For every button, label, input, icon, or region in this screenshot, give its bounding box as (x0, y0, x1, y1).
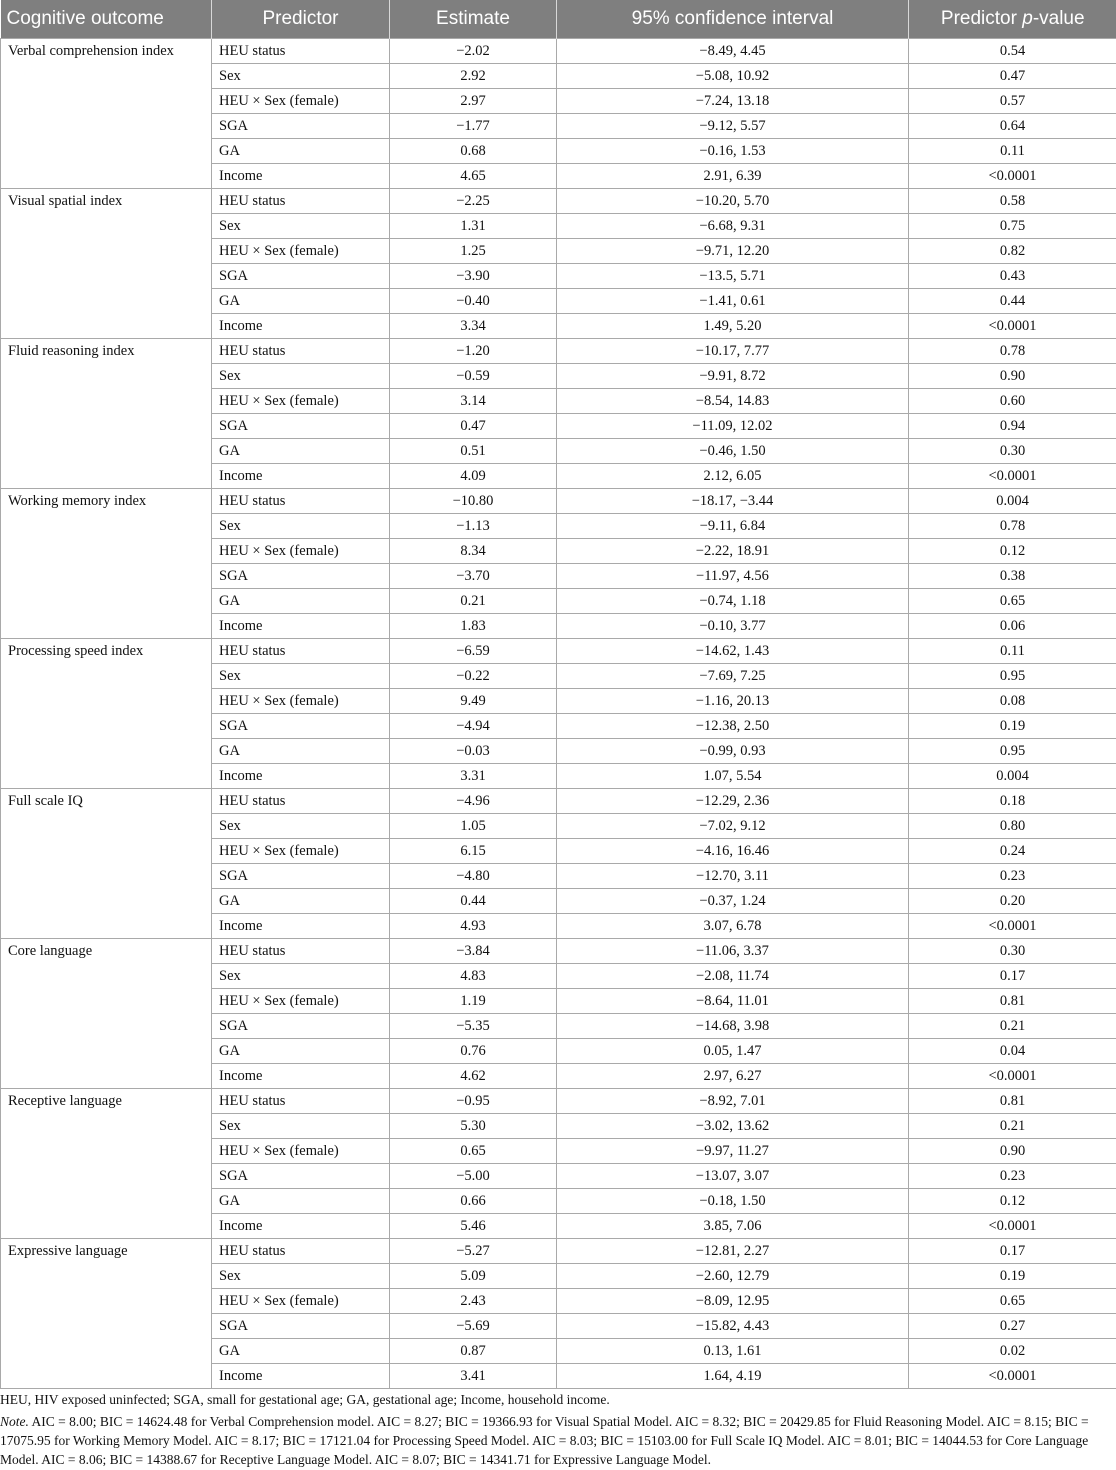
estimate-cell: −1.20 (390, 339, 557, 364)
cognitive-outcome-cell: Receptive language (1, 1089, 212, 1239)
confidence-interval-cell: −9.91, 8.72 (557, 364, 909, 389)
predictor-cell: SGA (212, 414, 390, 439)
estimate-cell: 0.21 (390, 589, 557, 614)
note-text: AIC = 8.00; BIC = 14624.48 for Verbal Comprehension model. AIC = 8.27; BIC = 19366.93 for Visual Spatial Model. AIC = 8.32; BIC = 20429.85 for Fluid Reasoning Model. AIC = 8.15; BIC = 17075.95 for Working Memory Model. AIC = 8.17; BIC = 17121.04 for Processing Speed Model. AIC = 8.03; BIC = 15103.00 for Full Scale IQ Model. AIC = 8.01; BIC = 14044.53 for Core Language Model. AIC = 8.06; BIC = 14388.67 for Receptive Language Model. AIC = 8.07; BIC = 14341.71 for Expressive Language Model. (0, 1414, 1089, 1467)
confidence-interval-cell: −13.5, 5.71 (557, 264, 909, 289)
table-row (1, 339, 1116, 364)
estimate-cell: −10.80 (390, 489, 557, 514)
p-value-cell: 0.78 (909, 514, 1116, 539)
confidence-interval-cell: −9.71, 12.20 (557, 239, 909, 264)
table-row (1, 939, 1116, 964)
p-value-cell: 0.80 (909, 814, 1116, 839)
estimate-cell: 0.47 (390, 414, 557, 439)
confidence-interval-cell: 0.13, 1.61 (557, 1339, 909, 1364)
confidence-interval-cell: −8.64, 11.01 (557, 989, 909, 1014)
p-value-cell: <0.0001 (909, 914, 1116, 939)
p-value-cell: 0.90 (909, 1139, 1116, 1164)
p-value-cell: 0.95 (909, 664, 1116, 689)
predictor-cell: Income (212, 314, 390, 339)
confidence-interval-cell: −9.97, 11.27 (557, 1139, 909, 1164)
estimate-cell: −1.77 (390, 114, 557, 139)
estimate-cell: 5.09 (390, 1264, 557, 1289)
estimate-cell: −6.59 (390, 639, 557, 664)
p-value-cell: 0.19 (909, 714, 1116, 739)
p-value-cell: 0.90 (909, 364, 1116, 389)
confidence-interval-cell: 3.07, 6.78 (557, 914, 909, 939)
p-value-cell: 0.43 (909, 264, 1116, 289)
estimate-cell: 1.83 (390, 614, 557, 639)
cognitive-outcome-cell: Working memory index (1, 489, 212, 639)
p-value-cell: 0.12 (909, 1189, 1116, 1214)
estimate-cell: 9.49 (390, 689, 557, 714)
estimate-cell: 5.30 (390, 1114, 557, 1139)
p-value-cell: 0.78 (909, 339, 1116, 364)
confidence-interval-cell: −14.62, 1.43 (557, 639, 909, 664)
confidence-interval-cell: −1.41, 0.61 (557, 289, 909, 314)
confidence-interval-cell: 1.07, 5.54 (557, 764, 909, 789)
estimate-cell: −4.94 (390, 714, 557, 739)
confidence-interval-cell: −9.12, 5.57 (557, 114, 909, 139)
confidence-interval-cell: −8.09, 12.95 (557, 1289, 909, 1314)
confidence-interval-cell: −11.97, 4.56 (557, 564, 909, 589)
p-value-cell: <0.0001 (909, 164, 1116, 189)
confidence-interval-cell: −2.22, 18.91 (557, 539, 909, 564)
estimate-cell: 4.93 (390, 914, 557, 939)
confidence-interval-cell: −6.68, 9.31 (557, 214, 909, 239)
estimate-cell: −0.03 (390, 739, 557, 764)
estimate-cell: 4.62 (390, 1064, 557, 1089)
predictor-cell: HEU × Sex (female) (212, 989, 390, 1014)
predictor-cell: Income (212, 614, 390, 639)
estimate-cell: 4.09 (390, 464, 557, 489)
estimate-cell: 6.15 (390, 839, 557, 864)
cognitive-outcome-cell: Full scale IQ (1, 789, 212, 939)
abbreviations-note: HEU, HIV exposed uninfected; SGA, small for gestational age; GA, gestational age; Income, household income. (0, 1392, 610, 1407)
header-p-italic: p (1022, 8, 1033, 29)
estimate-cell: −1.13 (390, 514, 557, 539)
confidence-interval-cell: −3.02, 13.62 (557, 1114, 909, 1139)
confidence-interval-cell: −8.92, 7.01 (557, 1089, 909, 1114)
estimate-cell: 3.14 (390, 389, 557, 414)
model-fit-note (0, 1412, 1116, 1469)
p-value-cell: 0.57 (909, 89, 1116, 114)
table-row (1, 639, 1116, 664)
estimate-cell: −2.02 (390, 39, 557, 64)
confidence-interval-cell: 3.85, 7.06 (557, 1214, 909, 1239)
confidence-interval-cell: −10.17, 7.77 (557, 339, 909, 364)
p-value-cell: 0.30 (909, 939, 1116, 964)
predictor-cell: GA (212, 889, 390, 914)
estimate-cell: 2.43 (390, 1289, 557, 1314)
predictor-cell: HEU × Sex (female) (212, 539, 390, 564)
predictor-cell: HEU × Sex (female) (212, 839, 390, 864)
header-p-prefix: Predictor (940, 8, 1023, 29)
p-value-cell: 0.11 (909, 639, 1116, 664)
p-value-cell: 0.24 (909, 839, 1116, 864)
predictor-cell: Income (212, 1064, 390, 1089)
predictor-cell: HEU status (212, 339, 390, 364)
estimate-cell: 5.46 (390, 1214, 557, 1239)
estimate-cell: −5.69 (390, 1314, 557, 1339)
cognitive-outcome-cell: Core language (1, 939, 212, 1089)
p-value-cell: 0.38 (909, 564, 1116, 589)
confidence-interval-cell: −7.02, 9.12 (557, 814, 909, 839)
p-value-cell: 0.30 (909, 439, 1116, 464)
confidence-interval-cell: 0.05, 1.47 (557, 1039, 909, 1064)
p-value-cell: 0.004 (909, 489, 1116, 514)
note-label: Note. (0, 1414, 29, 1429)
p-value-cell: 0.27 (909, 1314, 1116, 1339)
confidence-interval-cell: −18.17, −3.44 (557, 489, 909, 514)
predictor-cell: HEU status (212, 189, 390, 214)
p-value-cell: 0.11 (909, 139, 1116, 164)
p-value-cell: 0.54 (909, 39, 1116, 64)
predictor-cell: Income (212, 1364, 390, 1389)
table-header (1, 0, 1116, 39)
p-value-cell: <0.0001 (909, 1064, 1116, 1089)
p-value-cell: 0.81 (909, 989, 1116, 1014)
p-value-cell: <0.0001 (909, 314, 1116, 339)
predictor-cell: GA (212, 139, 390, 164)
predictor-cell: HEU × Sex (female) (212, 1289, 390, 1314)
predictor-cell: HEU × Sex (female) (212, 89, 390, 114)
estimate-cell: 4.83 (390, 964, 557, 989)
p-value-cell: 0.21 (909, 1114, 1116, 1139)
confidence-interval-cell: −11.09, 12.02 (557, 414, 909, 439)
confidence-interval-cell: −7.24, 13.18 (557, 89, 909, 114)
confidence-interval-cell: −0.10, 3.77 (557, 614, 909, 639)
confidence-interval-cell: −12.29, 2.36 (557, 789, 909, 814)
estimate-cell: 2.92 (390, 64, 557, 89)
p-value-cell: 0.65 (909, 1289, 1116, 1314)
predictor-cell: Sex (212, 664, 390, 689)
estimate-cell: −0.40 (390, 289, 557, 314)
p-value-cell: <0.0001 (909, 1364, 1116, 1389)
estimate-cell: −3.90 (390, 264, 557, 289)
predictor-cell: GA (212, 289, 390, 314)
predictor-cell: Sex (212, 64, 390, 89)
confidence-interval-cell: 1.64, 4.19 (557, 1364, 909, 1389)
p-value-cell: 0.19 (909, 1264, 1116, 1289)
cognitive-outcome-cell: Processing speed index (1, 639, 212, 789)
table-row (1, 189, 1116, 214)
estimate-cell: −5.00 (390, 1164, 557, 1189)
p-value-cell: <0.0001 (909, 464, 1116, 489)
table-row (1, 1239, 1116, 1264)
p-value-cell: <0.0001 (909, 1214, 1116, 1239)
confidence-interval-cell: −2.08, 11.74 (557, 964, 909, 989)
p-value-cell: 0.94 (909, 414, 1116, 439)
p-value-cell: 0.47 (909, 64, 1116, 89)
predictor-cell: HEU × Sex (female) (212, 389, 390, 414)
table-row (1, 39, 1116, 64)
header-p-value (909, 0, 1116, 39)
estimate-cell: −3.84 (390, 939, 557, 964)
p-value-cell: 0.75 (909, 214, 1116, 239)
predictor-cell: HEU status (212, 489, 390, 514)
predictor-cell: Sex (212, 364, 390, 389)
estimate-cell: 0.65 (390, 1139, 557, 1164)
estimate-cell: −5.35 (390, 1014, 557, 1039)
predictor-cell: Sex (212, 814, 390, 839)
confidence-interval-cell: −0.18, 1.50 (557, 1189, 909, 1214)
estimate-cell: 1.05 (390, 814, 557, 839)
table-body (1, 39, 1116, 1389)
predictor-cell: Sex (212, 514, 390, 539)
estimate-cell: −4.80 (390, 864, 557, 889)
estimate-cell: 3.41 (390, 1364, 557, 1389)
predictor-cell: Sex (212, 1114, 390, 1139)
confidence-interval-cell: −14.68, 3.98 (557, 1014, 909, 1039)
confidence-interval-cell: −11.06, 3.37 (557, 939, 909, 964)
estimate-cell: −5.27 (390, 1239, 557, 1264)
cognitive-outcome-cell: Visual spatial index (1, 189, 212, 339)
cognitive-outcome-cell: Verbal comprehension index (1, 39, 212, 189)
p-value-cell: 0.17 (909, 964, 1116, 989)
estimate-cell: 2.97 (390, 89, 557, 114)
estimate-cell: 3.34 (390, 314, 557, 339)
p-value-cell: 0.08 (909, 689, 1116, 714)
predictor-cell: HEU status (212, 1089, 390, 1114)
confidence-interval-cell: −10.20, 5.70 (557, 189, 909, 214)
estimate-cell: −3.70 (390, 564, 557, 589)
estimate-cell: −0.22 (390, 664, 557, 689)
p-value-cell: 0.81 (909, 1089, 1116, 1114)
estimate-cell: 0.66 (390, 1189, 557, 1214)
confidence-interval-cell: −12.81, 2.27 (557, 1239, 909, 1264)
estimate-cell: 4.65 (390, 164, 557, 189)
p-value-cell: 0.60 (909, 389, 1116, 414)
confidence-interval-cell: −12.70, 3.11 (557, 864, 909, 889)
estimate-cell: 0.76 (390, 1039, 557, 1064)
confidence-interval-cell: −5.08, 10.92 (557, 64, 909, 89)
predictor-cell: HEU status (212, 789, 390, 814)
header-predictor: Predictor (212, 0, 390, 39)
p-value-cell: 0.44 (909, 289, 1116, 314)
table-row (1, 1089, 1116, 1114)
confidence-interval-cell: −0.37, 1.24 (557, 889, 909, 914)
estimate-cell: 1.19 (390, 989, 557, 1014)
header-cognitive-outcome: Cognitive outcome (1, 0, 212, 39)
predictor-cell: SGA (212, 564, 390, 589)
header-p-suffix: -value (1032, 8, 1085, 29)
confidence-interval-cell: −0.99, 0.93 (557, 739, 909, 764)
predictor-cell: HEU status (212, 639, 390, 664)
estimate-cell: 1.25 (390, 239, 557, 264)
p-value-cell: 0.58 (909, 189, 1116, 214)
p-value-cell: 0.17 (909, 1239, 1116, 1264)
p-value-cell: 0.20 (909, 889, 1116, 914)
confidence-interval-cell: −2.60, 12.79 (557, 1264, 909, 1289)
predictor-cell: GA (212, 589, 390, 614)
predictor-cell: HEU × Sex (female) (212, 689, 390, 714)
estimate-cell: 1.31 (390, 214, 557, 239)
confidence-interval-cell: −8.49, 4.45 (557, 39, 909, 64)
predictor-cell: HEU status (212, 939, 390, 964)
predictor-cell: GA (212, 1039, 390, 1064)
predictor-cell: Income (212, 764, 390, 789)
p-value-cell: 0.82 (909, 239, 1116, 264)
predictor-cell: Income (212, 914, 390, 939)
table-row (1, 789, 1116, 814)
estimate-cell: 0.44 (390, 889, 557, 914)
p-value-cell: 0.004 (909, 764, 1116, 789)
confidence-interval-cell: 2.12, 6.05 (557, 464, 909, 489)
predictor-cell: Income (212, 464, 390, 489)
confidence-interval-cell: −0.16, 1.53 (557, 139, 909, 164)
predictor-cell: HEU × Sex (female) (212, 239, 390, 264)
estimate-cell: −2.25 (390, 189, 557, 214)
predictor-cell: HEU status (212, 1239, 390, 1264)
predictor-cell: HEU status (212, 39, 390, 64)
estimate-cell: 3.31 (390, 764, 557, 789)
estimate-cell: 0.51 (390, 439, 557, 464)
confidence-interval-cell: −7.69, 7.25 (557, 664, 909, 689)
cognitive-outcome-cell: Fluid reasoning index (1, 339, 212, 489)
predictor-cell: Sex (212, 214, 390, 239)
header-estimate: Estimate (390, 0, 557, 39)
predictor-cell: GA (212, 1189, 390, 1214)
cognitive-outcome-cell: Expressive language (1, 1239, 212, 1389)
predictor-cell: SGA (212, 264, 390, 289)
estimate-cell: −0.59 (390, 364, 557, 389)
confidence-interval-cell: −9.11, 6.84 (557, 514, 909, 539)
p-value-cell: 0.18 (909, 789, 1116, 814)
confidence-interval-cell: −1.16, 20.13 (557, 689, 909, 714)
predictor-cell: Sex (212, 964, 390, 989)
predictor-cell: GA (212, 739, 390, 764)
p-value-cell: 0.23 (909, 864, 1116, 889)
header-row (1, 0, 1116, 39)
p-value-cell: 0.12 (909, 539, 1116, 564)
confidence-interval-cell: 1.49, 5.20 (557, 314, 909, 339)
predictor-cell: Income (212, 1214, 390, 1239)
estimate-cell: −4.96 (390, 789, 557, 814)
predictor-cell: Income (212, 164, 390, 189)
confidence-interval-cell: 2.97, 6.27 (557, 1064, 909, 1089)
confidence-interval-cell: −8.54, 14.83 (557, 389, 909, 414)
confidence-interval-cell: −0.74, 1.18 (557, 589, 909, 614)
header-confidence-interval: 95% confidence interval (557, 0, 909, 39)
estimate-cell: 0.68 (390, 139, 557, 164)
predictor-cell: Sex (212, 1264, 390, 1289)
confidence-interval-cell: −12.38, 2.50 (557, 714, 909, 739)
confidence-interval-cell: −15.82, 4.43 (557, 1314, 909, 1339)
p-value-cell: 0.23 (909, 1164, 1116, 1189)
predictor-cell: SGA (212, 1014, 390, 1039)
estimate-cell: −0.95 (390, 1089, 557, 1114)
confidence-interval-cell: −13.07, 3.07 (557, 1164, 909, 1189)
p-value-cell: 0.02 (909, 1339, 1116, 1364)
predictor-cell: SGA (212, 714, 390, 739)
predictor-cell: SGA (212, 114, 390, 139)
confidence-interval-cell: 2.91, 6.39 (557, 164, 909, 189)
predictor-cell: GA (212, 1339, 390, 1364)
p-value-cell: 0.06 (909, 614, 1116, 639)
table-footnotes (0, 1390, 1116, 1469)
predictor-cell: SGA (212, 1314, 390, 1339)
estimate-cell: 0.87 (390, 1339, 557, 1364)
estimate-cell: 8.34 (390, 539, 557, 564)
predictor-cell: GA (212, 439, 390, 464)
table-row (1, 489, 1116, 514)
predictor-cell: SGA (212, 1164, 390, 1189)
p-value-cell: 0.65 (909, 589, 1116, 614)
p-value-cell: 0.64 (909, 114, 1116, 139)
predictor-cell: HEU × Sex (female) (212, 1139, 390, 1164)
p-value-cell: 0.95 (909, 739, 1116, 764)
p-value-cell: 0.21 (909, 1014, 1116, 1039)
predictor-cell: SGA (212, 864, 390, 889)
p-value-cell: 0.04 (909, 1039, 1116, 1064)
confidence-interval-cell: −4.16, 16.46 (557, 839, 909, 864)
confidence-interval-cell: −0.46, 1.50 (557, 439, 909, 464)
